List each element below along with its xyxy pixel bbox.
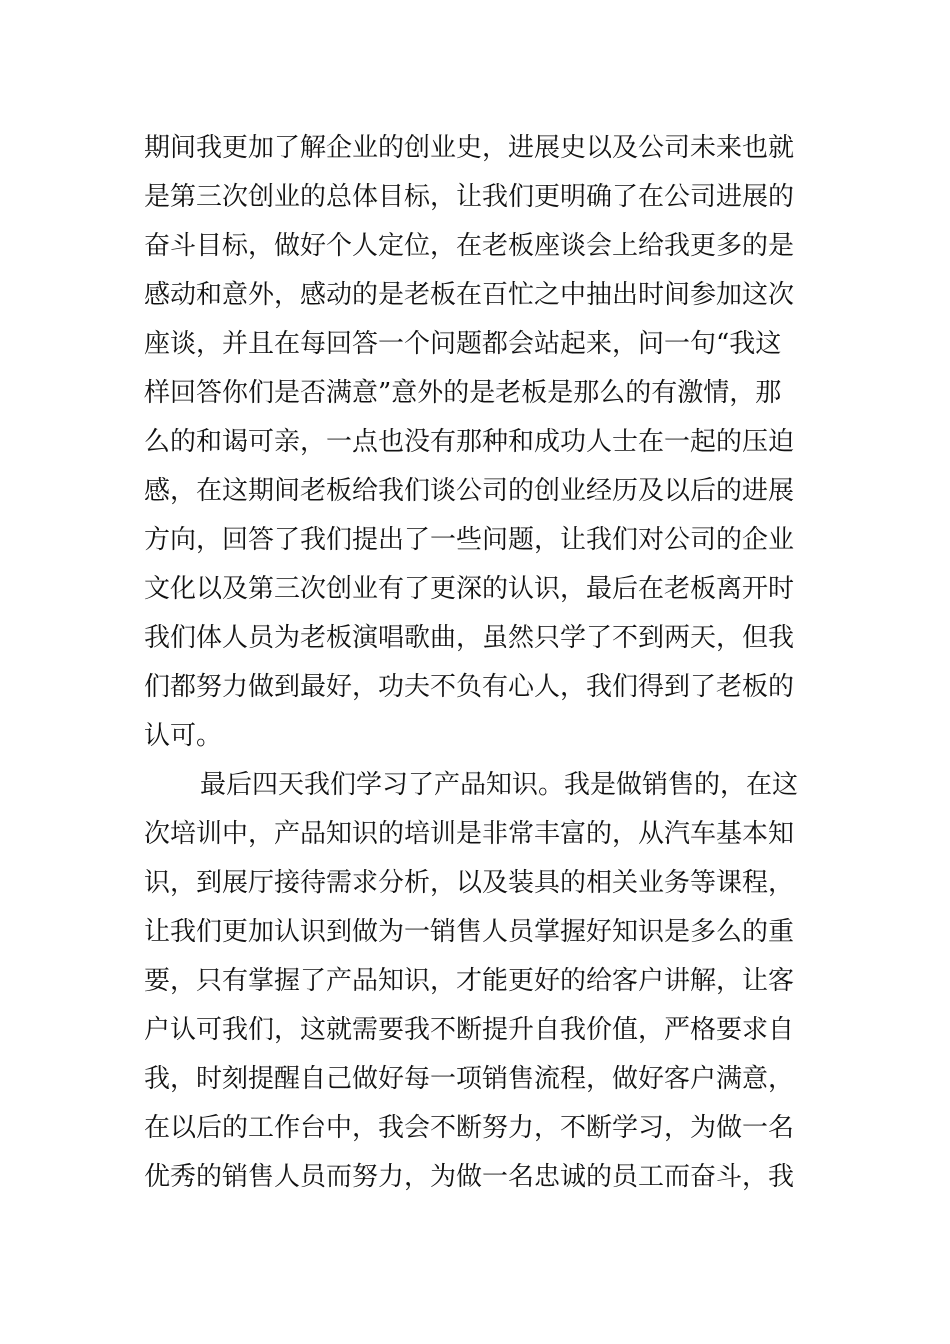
text-line: 在以后的工作台中，我会不断努力，不断学习，为做一名 <box>144 1113 795 1143</box>
paragraph-1 <box>144 124 806 761</box>
text-line: 要，只有掌握了产品知识，才能更好的给客户讲解，让客 <box>144 966 795 996</box>
paragraph-2 <box>144 761 806 1202</box>
text-line: 座谈，并且在每回答一个问题都会站起来，问一句“我这 <box>144 329 782 359</box>
text-line: 文化以及第三次创业有了更深的认识，最后在老板离开时 <box>144 574 795 604</box>
text-line: 让我们更加认识到做为一销售人员掌握好知识是多么的重 <box>144 917 795 947</box>
text-line: 样回答你们是否满意”意外的是老板是那么的有激情，那 <box>144 378 782 408</box>
text-line: 我，时刻提醒自己做好每一项销售流程，做好客户满意， <box>144 1064 795 1094</box>
text-line: 优秀的销售人员而努力，为做一名忠诚的员工而奋斗，我 <box>144 1162 795 1192</box>
text-line: 是第三次创业的总体目标，让我们更明确了在公司进展的 <box>144 182 795 212</box>
text-line: 期间我更加了解企业的创业史，进展史以及公司未来也就 <box>144 133 795 163</box>
text-line: 感动和意外，感动的是老板在百忙之中抽出时间参加这次 <box>144 280 795 310</box>
text-line: 感，在这期间老板给我们谈公司的创业经历及以后的进展 <box>144 476 795 506</box>
text-line: 们都努力做到最好，功夫不负有心人，我们得到了老板的 <box>144 672 795 702</box>
text-line: 认可。 <box>144 721 223 751</box>
text-line: 识，到展厅接待需求分析，以及装具的相关业务等课程， <box>144 868 795 898</box>
text-line: 奋斗目标，做好个人定位，在老板座谈会上给我更多的是 <box>144 231 795 261</box>
text-line: 户认可我们，这就需要我不断提升自我价值，严格要求自 <box>144 1015 795 1045</box>
text-line: 次培训中，产品知识的培训是非常丰富的，从汽车基本知 <box>144 819 795 849</box>
text-line: 方向，回答了我们提出了一些问题，让我们对公司的企业 <box>144 525 795 555</box>
text-line-indented: 最后四天我们学习了产品知识。我是做销售的，在这 <box>200 770 799 800</box>
body-text <box>144 124 806 1202</box>
text-line: 么的和谒可亲，一点也没有那种和成功人士在一起的压迫 <box>144 427 795 457</box>
text-line: 我们体人员为老板演唱歌曲，虽然只学了不到两天，但我 <box>144 623 795 653</box>
